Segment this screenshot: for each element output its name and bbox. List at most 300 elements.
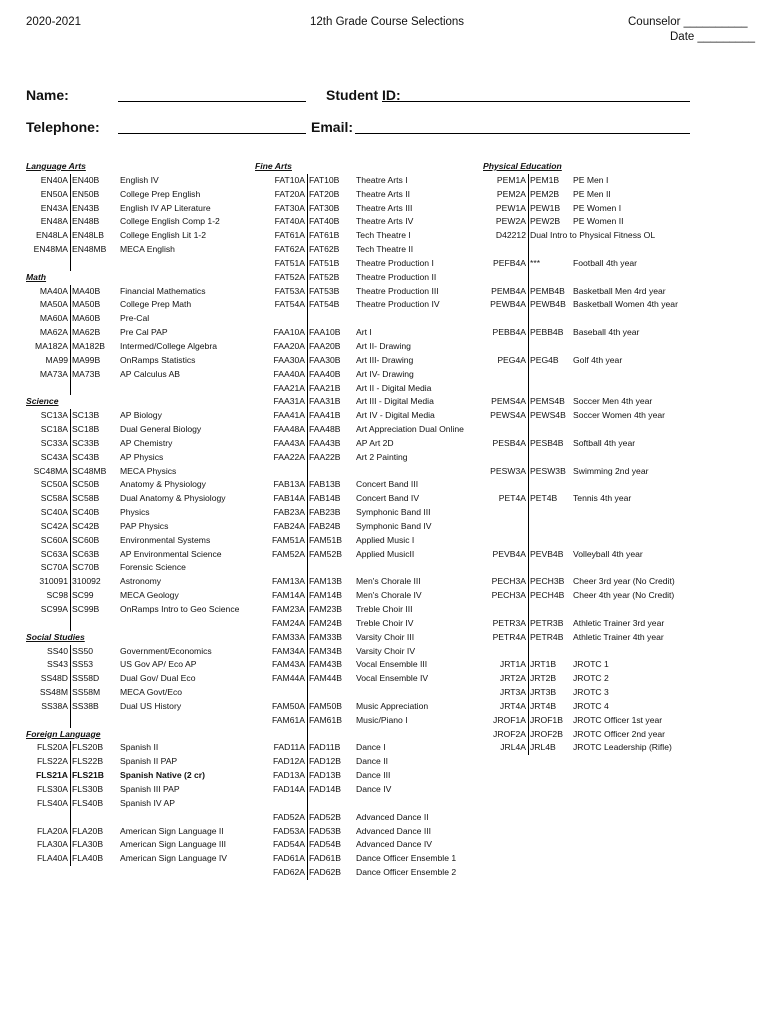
column-divider	[70, 825, 71, 839]
course-code-semester-b: FAT61B	[309, 230, 340, 241]
section-title: Social Studies	[26, 631, 85, 642]
course-code-semester-b: FAB23B	[309, 507, 341, 518]
section-title: Physical Education	[483, 161, 562, 171]
column-divider	[528, 617, 529, 631]
course-row	[470, 285, 770, 299]
course-code-semester-a: FAA31A	[273, 396, 305, 407]
email-input-line[interactable]	[355, 133, 690, 134]
column-divider	[528, 548, 529, 562]
column-divider	[307, 340, 308, 354]
course-code-semester-a: FAM51A	[272, 534, 305, 545]
course-code-semester-a: FAA40A	[273, 368, 305, 379]
course-code-semester-b: SC42B	[72, 520, 100, 531]
course-code-semester-a: FAT10A	[274, 174, 305, 185]
course-name: Art III - Digital Media	[356, 396, 434, 407]
column-fine-arts	[240, 160, 490, 880]
course-row	[470, 575, 770, 589]
column-divider	[307, 437, 308, 451]
course-name: Spanish IV AP	[120, 797, 175, 808]
course-code-semester-b: PEWB4B	[530, 299, 566, 310]
course-row	[470, 686, 770, 700]
student-id-input-line[interactable]	[382, 101, 690, 102]
course-code-semester-b: FAB13B	[309, 479, 341, 490]
course-code-semester-a: FLA30A	[36, 839, 68, 850]
course-code-semester-b: SC70B	[72, 562, 100, 573]
course-row	[240, 575, 490, 589]
course-code-semester-a: FAA20A	[273, 340, 305, 351]
course-code-semester-b: FAD14B	[309, 783, 342, 794]
spacer	[240, 686, 490, 700]
course-row	[0, 852, 260, 866]
course-row	[0, 783, 260, 797]
column-divider	[528, 700, 529, 714]
course-code-semester-b: SS50	[72, 645, 94, 656]
column-divider	[307, 368, 308, 382]
course-code-semester-b: SC33B	[72, 437, 100, 448]
course-row	[240, 382, 490, 396]
course-code-semester-b: MA99B	[72, 354, 101, 365]
course-code-semester-a: FLA20A	[36, 825, 68, 836]
course-row	[470, 672, 770, 686]
column-divider	[70, 838, 71, 852]
course-code-semester-a: JRT1A	[499, 659, 526, 670]
course-code-semester-a: FAB24A	[273, 520, 305, 531]
course-name: AP Environmental Science	[120, 548, 222, 559]
course-code-semester-b: ***	[530, 257, 541, 268]
telephone-label: Telephone:	[26, 119, 100, 135]
column-divider	[528, 215, 529, 229]
course-row	[240, 340, 490, 354]
course-row	[240, 506, 490, 520]
column-divider	[307, 354, 308, 368]
course-code-semester-a: MA40A	[39, 285, 68, 296]
column-divider	[307, 257, 308, 271]
column-physical-education	[470, 160, 770, 755]
school-year: 2020-2021	[26, 16, 81, 28]
course-code-semester-a: FAM14A	[272, 590, 305, 601]
course-name: Dual General Biology	[120, 424, 202, 435]
course-name: MECA Physics	[120, 465, 177, 476]
course-code-semester-a: MA60A	[39, 313, 68, 324]
course-code-semester-b: JRT2B	[530, 673, 557, 684]
course-code-semester-b: FAM34B	[309, 645, 342, 656]
course-code-semester-a: JRT4A	[499, 700, 526, 711]
course-code-semester-a: EN48A	[40, 216, 68, 227]
course-code-semester-a: FAT40A	[274, 216, 305, 227]
course-name: Treble Choir IV	[356, 617, 414, 628]
column-divider	[70, 534, 71, 548]
course-row	[470, 229, 770, 243]
course-row	[0, 465, 260, 479]
column-divider	[307, 645, 308, 659]
course-row	[240, 520, 490, 534]
course-name: Soccer Men 4th year	[573, 396, 653, 407]
course-name: Theatre Arts I	[356, 174, 408, 185]
course-code-semester-a: FAA48A	[273, 424, 305, 435]
course-row	[470, 520, 770, 534]
column-divider	[307, 520, 308, 534]
course-code-semester-a: PEBB4A	[492, 327, 526, 338]
course-code-semester-b: SC63B	[72, 548, 100, 559]
course-code-semester-b: JROF2B	[530, 728, 563, 739]
column-divider	[307, 825, 308, 839]
course-code-semester-b: FAM13B	[309, 576, 342, 587]
course-name: Football 4th year	[573, 257, 638, 268]
course-row	[0, 534, 260, 548]
spacer	[240, 797, 490, 811]
column-divider	[307, 188, 308, 202]
course-code-semester-b: PEWS4B	[530, 410, 566, 421]
column-divider	[70, 714, 71, 728]
column-divider	[307, 631, 308, 645]
course-name: Art IV - Digital Media	[356, 410, 435, 421]
column-divider	[70, 603, 71, 617]
course-code-semester-b: SC58B	[72, 493, 100, 504]
course-row	[470, 741, 770, 755]
course-name: Men's Chorale IV	[356, 590, 422, 601]
course-code-semester-b: EN50B	[72, 188, 100, 199]
course-name: Tech Theatre II	[356, 244, 414, 255]
course-name: JROTC 2	[573, 673, 609, 684]
column-divider	[70, 797, 71, 811]
counselor-field[interactable]: Counselor __________	[628, 16, 748, 28]
column-divider	[70, 741, 71, 755]
section-header	[470, 160, 770, 174]
course-name: Astronomy	[120, 576, 162, 587]
course-row	[240, 478, 490, 492]
course-name: Cheer 4th year (No Credit)	[573, 590, 675, 601]
course-code-semester-a: FAD61A	[272, 853, 305, 864]
course-code-semester-b: SC40B	[72, 507, 100, 518]
column-divider	[70, 188, 71, 202]
course-row	[240, 423, 490, 437]
column-core	[0, 160, 260, 866]
course-name: Art II- Drawing	[356, 340, 411, 351]
course-row	[240, 188, 490, 202]
course-row	[470, 617, 770, 631]
course-name: JROTC 4	[573, 700, 609, 711]
telephone-input-line[interactable]	[118, 133, 306, 134]
column-divider	[307, 686, 308, 700]
course-code-semester-b: PEW2B	[530, 216, 561, 227]
column-divider	[528, 423, 529, 437]
course-row	[240, 548, 490, 562]
course-row	[0, 409, 260, 423]
column-divider	[307, 478, 308, 492]
course-row	[240, 229, 490, 243]
spacer	[0, 714, 260, 728]
column-divider	[307, 326, 308, 340]
course-code-semester-a: PEM1A	[496, 174, 526, 185]
course-name: Vocal Ensemble III	[356, 659, 428, 670]
column-divider	[70, 382, 71, 396]
column-divider	[528, 741, 529, 755]
course-row	[470, 202, 770, 216]
course-code-semester-b: FAM50B	[309, 700, 342, 711]
course-code-semester-a: PEFB4A	[493, 257, 526, 268]
course-code-semester-a: FAA21A	[273, 382, 305, 393]
course-row	[240, 741, 490, 755]
course-code-semester-a: FLS30A	[36, 783, 68, 794]
email-label: Email:	[311, 119, 354, 135]
course-name: Varsity Choir IV	[356, 645, 416, 656]
course-code-semester-a: SC42A	[40, 520, 68, 531]
course-row	[470, 174, 770, 188]
course-code-semester-b: MA50B	[72, 299, 101, 310]
course-code-semester-a: PEG4A	[497, 354, 526, 365]
column-divider	[307, 838, 308, 852]
course-code-semester-b: FAT30B	[309, 202, 340, 213]
course-name: AP Physics	[120, 451, 164, 462]
course-code-semester-b: FAD12B	[309, 756, 342, 767]
course-code-semester-b: FAT10B	[309, 174, 340, 185]
column-divider	[307, 714, 308, 728]
column-divider	[70, 340, 71, 354]
column-divider	[70, 215, 71, 229]
spacer	[0, 257, 260, 271]
course-code-semester-a: PEMS4A	[491, 396, 526, 407]
course-row	[240, 368, 490, 382]
spacer	[470, 312, 770, 326]
column-divider	[70, 672, 71, 686]
course-code-semester-a: SC13A	[40, 410, 68, 421]
course-row	[240, 714, 490, 728]
name-input-line[interactable]	[118, 101, 306, 102]
course-code-semester-a: SC50A	[40, 479, 68, 490]
column-divider	[307, 423, 308, 437]
course-row	[470, 492, 770, 506]
column-divider	[70, 755, 71, 769]
course-code-semester-a: SC99A	[40, 604, 68, 614]
course-code-semester-a: 310091	[39, 576, 68, 587]
course-row	[240, 852, 490, 866]
course-name: Theatre Arts III	[356, 202, 413, 213]
course-code-semester-a: SC48MA	[33, 465, 68, 476]
course-name: Spanish II	[120, 742, 159, 753]
date-field[interactable]: Date _________	[670, 31, 756, 43]
course-name: JROTC Leadership (Rifle)	[573, 742, 672, 753]
column-divider	[307, 492, 308, 506]
column-divider	[70, 312, 71, 326]
spacer	[470, 271, 770, 285]
column-divider	[528, 326, 529, 340]
course-name: Varsity Choir III	[356, 631, 415, 642]
course-row	[470, 714, 770, 728]
course-name: Government/Economics	[120, 645, 212, 656]
course-code-semester-a: FAT30A	[274, 202, 305, 213]
column-divider	[307, 243, 308, 257]
course-row	[0, 492, 260, 506]
course-name: Art 2 Painting	[356, 451, 408, 462]
column-divider	[528, 312, 529, 326]
course-row	[0, 340, 260, 354]
course-row	[240, 395, 490, 409]
course-name: AP Art 2D	[356, 437, 394, 448]
column-divider	[307, 409, 308, 423]
column-divider	[307, 202, 308, 216]
course-row	[470, 298, 770, 312]
course-row	[240, 534, 490, 548]
course-row	[0, 423, 260, 437]
course-code-semester-b: PEM2B	[530, 188, 560, 199]
course-code-semester-b: FAT53B	[309, 285, 340, 296]
course-row	[240, 298, 490, 312]
course-code-semester-a: PEM2A	[496, 188, 526, 199]
course-code-semester-b: FAM51B	[309, 534, 342, 545]
section-title: Science	[26, 396, 59, 407]
spacer	[240, 312, 490, 326]
course-name: JROTC 3	[573, 687, 609, 698]
course-row	[240, 838, 490, 852]
column-divider	[528, 202, 529, 216]
course-code-semester-a: JROF1A	[493, 714, 526, 725]
course-row	[470, 354, 770, 368]
course-row	[240, 783, 490, 797]
section-header	[0, 728, 260, 742]
column-divider	[70, 243, 71, 257]
column-divider	[70, 409, 71, 423]
course-row	[240, 257, 490, 271]
column-divider	[528, 631, 529, 645]
column-divider	[70, 423, 71, 437]
course-code-semester-a: FLS22A	[36, 756, 68, 767]
course-row	[240, 174, 490, 188]
column-divider	[528, 409, 529, 423]
course-name: American Sign Language III	[120, 839, 227, 850]
course-row	[240, 672, 490, 686]
course-code-semester-a: FAM34A	[272, 645, 305, 656]
course-name: Art II - Digital Media	[356, 382, 432, 393]
course-row	[240, 215, 490, 229]
course-code-semester-b: FAD53B	[309, 825, 342, 836]
course-code-semester-b: FAA40B	[309, 368, 341, 379]
column-divider	[528, 298, 529, 312]
course-row	[470, 188, 770, 202]
course-name: English IV	[120, 174, 159, 185]
column-divider	[528, 589, 529, 603]
course-code-semester-b: PETR4B	[530, 631, 564, 642]
course-row	[0, 312, 260, 326]
course-code-semester-a: PEW1A	[495, 202, 526, 213]
course-code-semester-a: EN43A	[40, 202, 68, 213]
course-row	[470, 728, 770, 742]
course-name: MECA Govt/Eco	[120, 687, 183, 698]
course-name: Theatre Production I	[356, 257, 434, 268]
column-divider	[307, 229, 308, 243]
course-row	[0, 451, 260, 465]
course-code-semester-b: FAM52B	[309, 548, 342, 559]
course-row	[240, 492, 490, 506]
course-name: Treble Choir III	[356, 604, 413, 614]
column-divider	[70, 492, 71, 506]
course-code-semester-b: JRT4B	[530, 700, 557, 711]
course-code-semester-a: FLA40A	[36, 853, 68, 864]
course-code-semester-b: FAD61B	[309, 853, 342, 864]
course-row	[0, 229, 260, 243]
course-code-semester-a: SC18A	[40, 424, 68, 435]
course-row	[0, 769, 260, 783]
course-row	[0, 755, 260, 769]
course-code-semester-a: SS38A	[41, 700, 68, 711]
column-divider	[307, 506, 308, 520]
course-row	[240, 700, 490, 714]
spacer	[470, 561, 770, 575]
course-row	[0, 174, 260, 188]
column-divider	[70, 811, 71, 825]
course-code-semester-a: SS43	[46, 659, 68, 670]
course-row	[0, 645, 260, 659]
course-name: Art Appreciation Dual Online	[356, 424, 464, 435]
course-code-semester-b: SC48MB	[72, 465, 107, 476]
course-code-semester-b: FLA40B	[72, 853, 104, 864]
column-divider	[307, 215, 308, 229]
column-divider	[307, 312, 308, 326]
column-divider	[307, 382, 308, 396]
course-row	[240, 589, 490, 603]
column-divider	[307, 589, 308, 603]
course-code-semester-a: FAM33A	[272, 631, 305, 642]
course-name: Art III- Drawing	[356, 354, 414, 365]
course-code-semester-a: PECH3A	[491, 576, 526, 587]
column-divider	[307, 548, 308, 562]
course-row	[470, 631, 770, 645]
course-name: Advanced Dance II	[356, 811, 429, 822]
course-name: Pre-Cal	[120, 313, 150, 324]
course-name: Theatre Production III	[356, 285, 439, 296]
course-name: Applied Music I	[356, 534, 415, 545]
column-divider	[70, 783, 71, 797]
spacer	[470, 423, 770, 437]
column-divider	[528, 340, 529, 354]
column-divider	[528, 368, 529, 382]
course-name: Concert Band III	[356, 479, 419, 490]
course-name: AP Calculus AB	[120, 368, 181, 379]
column-divider	[528, 575, 529, 589]
column-divider	[528, 229, 529, 243]
course-code-semester-b: SS58M	[72, 687, 101, 698]
course-code-semester-a: MA99	[45, 354, 68, 365]
course-name: OnRamps Statistics	[120, 354, 196, 365]
column-divider	[70, 506, 71, 520]
course-code-semester-a: FAM50A	[272, 700, 305, 711]
course-code-semester-b: PET4B	[530, 493, 558, 504]
course-code-semester-b: PECH4B	[530, 590, 565, 601]
course-code-semester-a: FAM23A	[272, 604, 305, 614]
course-name: Tech Theatre I	[356, 230, 411, 241]
course-row	[240, 825, 490, 839]
column-divider	[307, 658, 308, 672]
course-row	[240, 243, 490, 257]
column-divider	[70, 451, 71, 465]
course-code-semester-b: PESW3B	[530, 465, 566, 476]
course-code-semester-a: FAM43A	[272, 659, 305, 670]
course-name: Art I	[356, 327, 372, 338]
spacer	[470, 645, 770, 659]
course-code-semester-b: FAT52B	[309, 271, 340, 282]
column-divider	[307, 672, 308, 686]
column-divider	[70, 769, 71, 783]
course-name: AP Biology	[120, 410, 162, 421]
course-code-semester-a: FAM13A	[272, 576, 305, 587]
column-divider	[528, 672, 529, 686]
column-divider	[528, 382, 529, 396]
course-code-semester-a: PETR4A	[492, 631, 526, 642]
course-row	[0, 741, 260, 755]
course-code-semester-b: FAA43B	[309, 437, 341, 448]
course-name: Spanish Native (2 cr)	[120, 770, 206, 781]
course-code-semester-b: FAT62B	[309, 244, 340, 255]
course-row	[240, 202, 490, 216]
